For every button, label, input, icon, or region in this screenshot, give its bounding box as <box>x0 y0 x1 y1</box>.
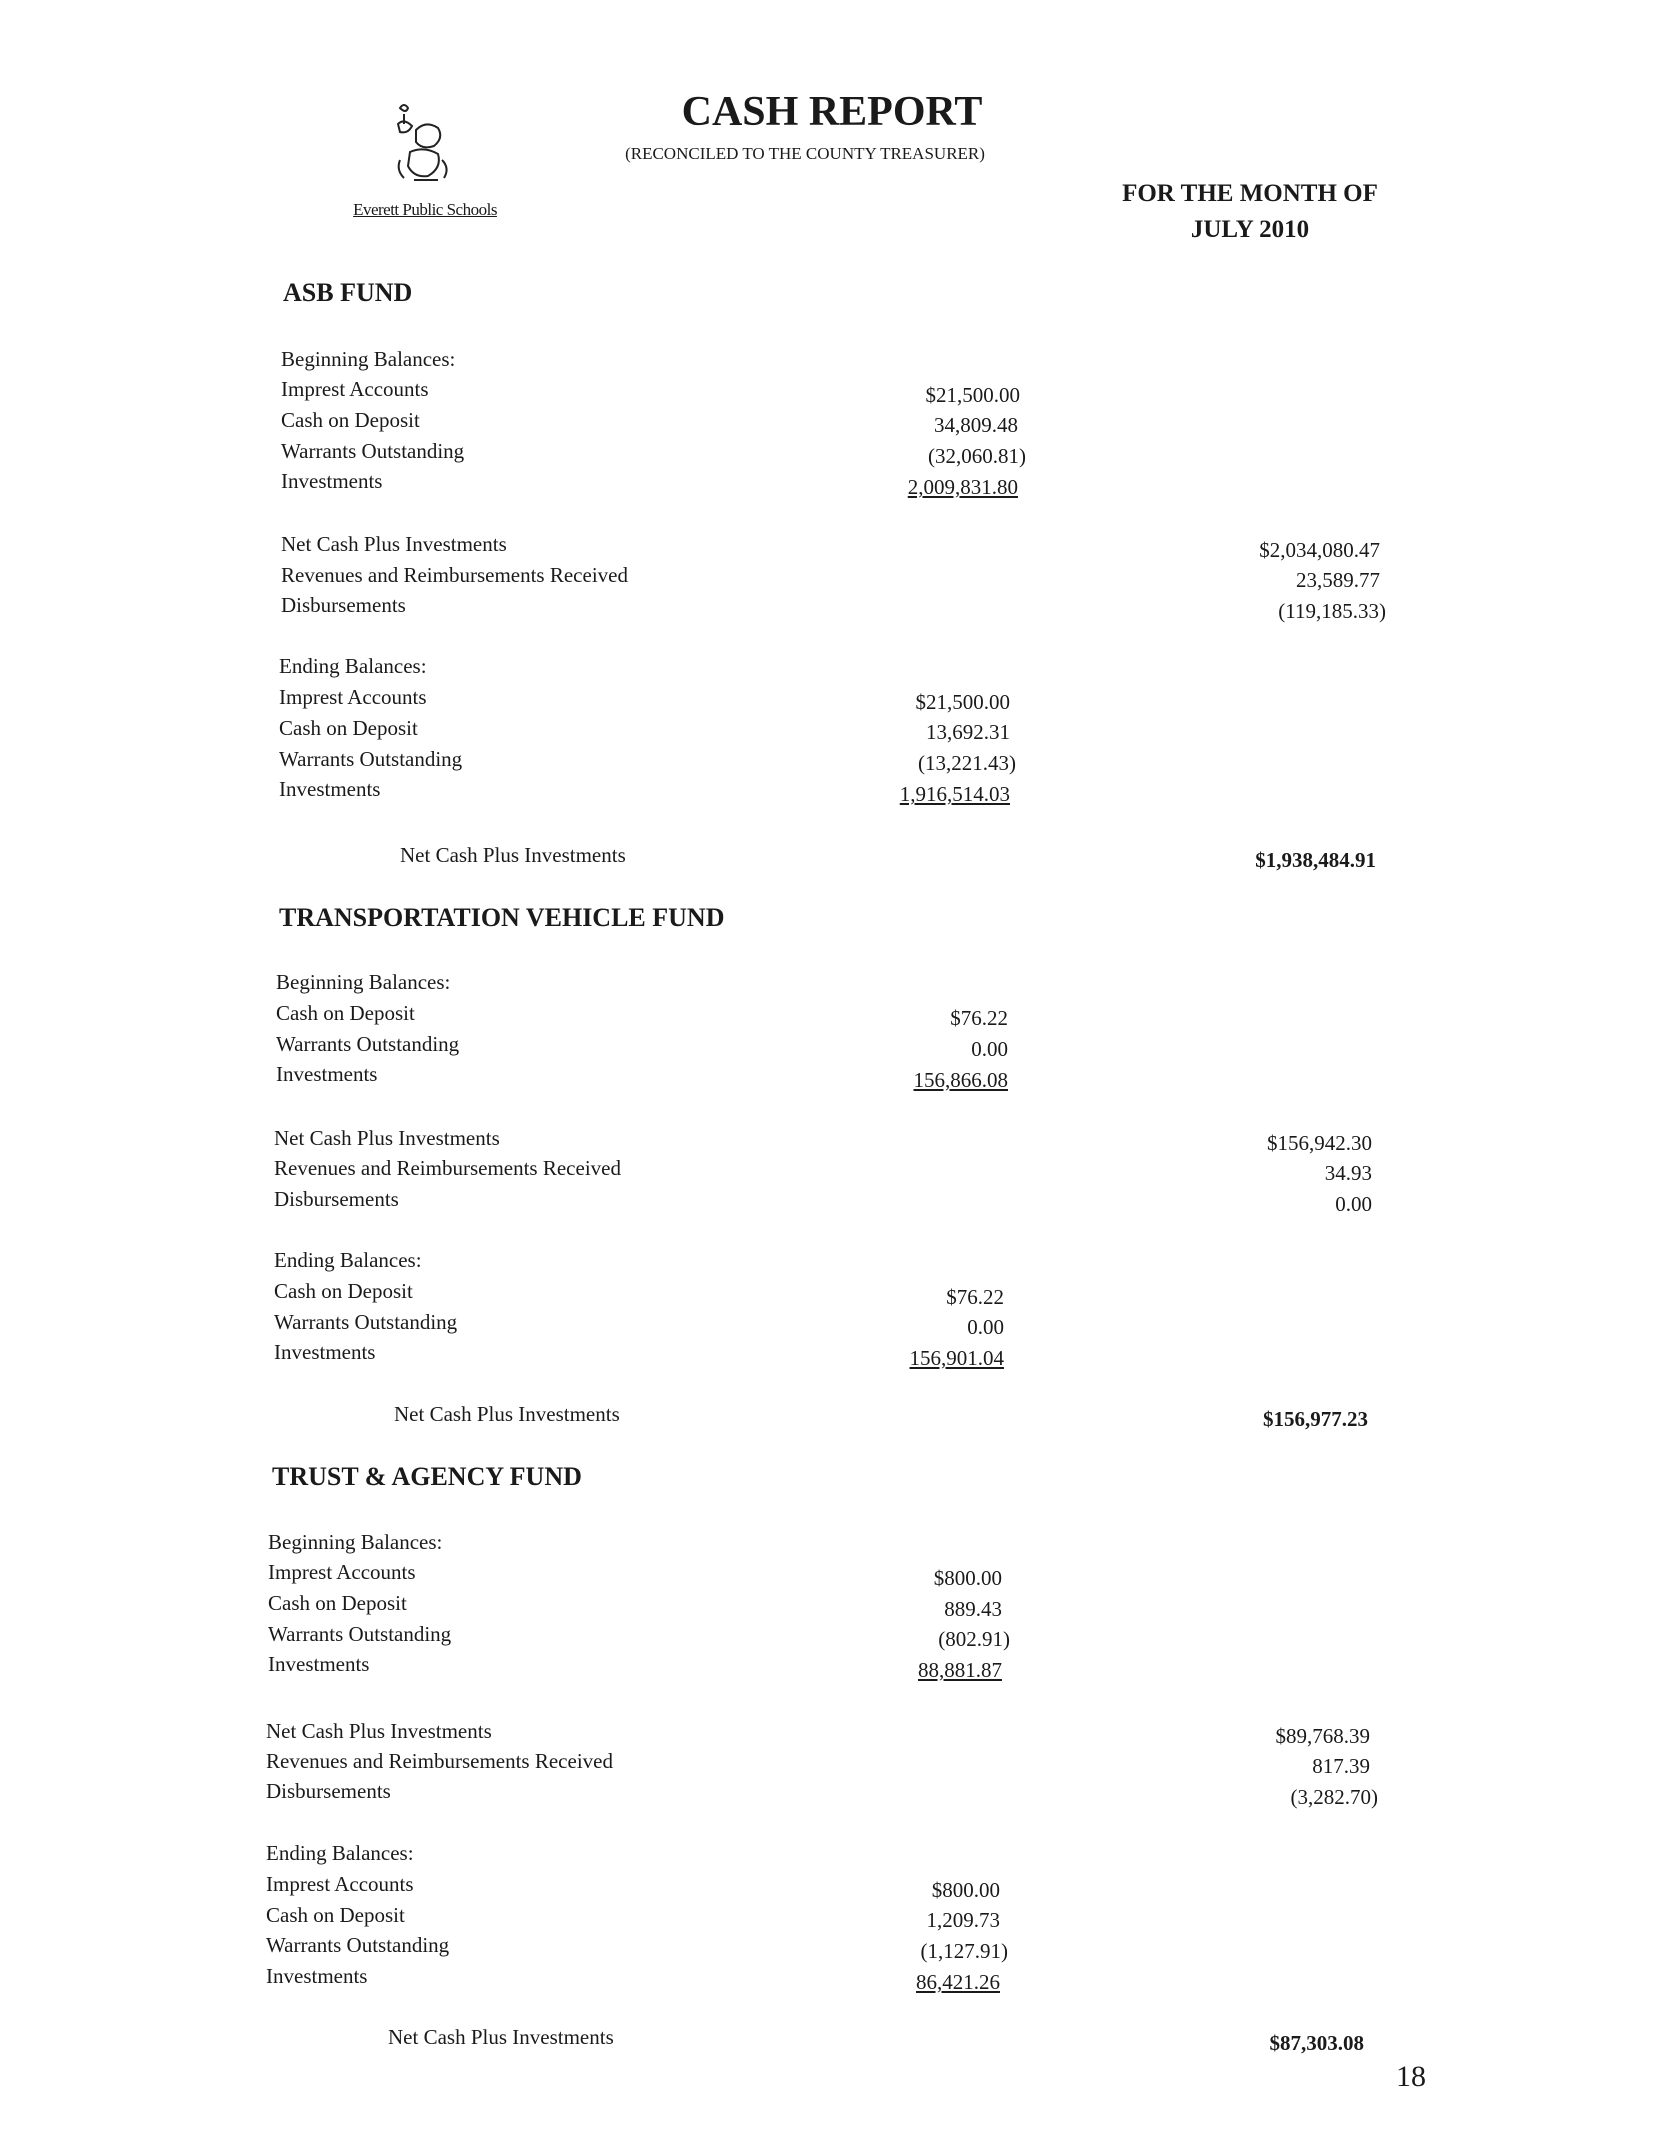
month-label: FOR THE MONTH OF <box>1122 180 1378 207</box>
summary-label: Disbursements <box>281 593 406 617</box>
row-label: Cash on Deposit <box>268 1591 407 1615</box>
row-value: 34,809.48 <box>934 413 1018 437</box>
row-value: 889.43 <box>944 1597 1002 1621</box>
row-value: 2,009,831.80 <box>907 475 1018 499</box>
row-value: $76.22 <box>950 1006 1008 1030</box>
row-value: 0.00 <box>967 1315 1004 1339</box>
summary-value: $89,768.39 <box>1275 1724 1370 1748</box>
beginning-balances-label: Beginning Balances: <box>276 970 451 994</box>
row-value: 0.00 <box>971 1037 1008 1061</box>
row-label: Cash on Deposit <box>266 1903 405 1927</box>
ending-balances-label: Ending Balances: <box>266 1841 414 1865</box>
row-value: 86,421.26 <box>916 1970 1000 1994</box>
summary-label: Disbursements <box>274 1187 399 1211</box>
row-value: 13,692.31 <box>926 720 1010 744</box>
month-value: JULY 2010 <box>1190 216 1310 243</box>
row-label: Investments <box>276 1062 378 1086</box>
summary-label: Revenues and Reimbursements Received <box>281 563 628 587</box>
row-value: (802.91) <box>938 1627 1010 1651</box>
row-label: Cash on Deposit <box>281 408 420 432</box>
row-label: Imprest Accounts <box>268 1560 416 1584</box>
beginning-balances-label: Beginning Balances: <box>281 347 456 371</box>
row-label: Cash on Deposit <box>274 1279 413 1303</box>
row-value: $21,500.00 <box>925 383 1020 407</box>
page-title: CASH REPORT <box>681 89 983 135</box>
row-value: 1,916,514.03 <box>899 782 1010 806</box>
summary-value: 817.39 <box>1312 1754 1370 1778</box>
row-value: (13,221.43) <box>918 751 1016 775</box>
row-label: Investments <box>268 1652 370 1676</box>
ending-balances-label: Ending Balances: <box>274 1248 422 1272</box>
row-label: Investments <box>266 1964 368 1988</box>
summary-label: Net Cash Plus Investments <box>274 1126 500 1150</box>
net-cash-value: $87,303.08 <box>1269 2031 1364 2055</box>
summary-value: 0.00 <box>1335 1192 1372 1216</box>
summary-value: 23,589.77 <box>1296 568 1380 592</box>
row-value: $21,500.00 <box>915 690 1010 714</box>
row-value: $76.22 <box>946 1285 1004 1309</box>
ending-balances-label: Ending Balances: <box>279 654 427 678</box>
summary-value: $156,942.30 <box>1267 1131 1372 1155</box>
net-cash-label: Net Cash Plus Investments <box>400 843 626 867</box>
row-value: 1,209.73 <box>926 1908 1000 1932</box>
row-value: (1,127.91) <box>920 1939 1008 1963</box>
summary-label: Revenues and Reimbursements Received <box>266 1749 613 1773</box>
row-label: Warrants Outstanding <box>281 439 465 463</box>
row-label: Cash on Deposit <box>279 716 418 740</box>
row-label: Investments <box>281 469 383 493</box>
row-value: 88,881.87 <box>918 1658 1002 1682</box>
row-label: Investments <box>279 777 381 801</box>
row-label: Imprest Accounts <box>266 1872 414 1896</box>
net-cash-value: $1,938,484.91 <box>1255 848 1376 872</box>
summary-value: 34.93 <box>1324 1161 1372 1185</box>
row-value: $800.00 <box>931 1878 1000 1902</box>
row-label: Imprest Accounts <box>279 685 427 709</box>
row-label: Warrants Outstanding <box>279 747 463 771</box>
page-subtitle: (RECONCILED TO THE COUNTY TREASURER) <box>625 144 985 163</box>
row-label: Warrants Outstanding <box>268 1622 452 1646</box>
net-cash-label: Net Cash Plus Investments <box>388 2025 614 2049</box>
row-label: Imprest Accounts <box>281 377 429 401</box>
summary-label: Revenues and Reimbursements Received <box>274 1156 621 1180</box>
row-value: (32,060.81) <box>928 444 1026 468</box>
summary-value: (3,282.70) <box>1290 1785 1378 1809</box>
fund-heading: TRANSPORTATION VEHICLE FUND <box>279 903 725 932</box>
row-value: $800.00 <box>933 1566 1002 1590</box>
beginning-balances-label: Beginning Balances: <box>268 1530 443 1554</box>
summary-label: Net Cash Plus Investments <box>281 532 507 556</box>
summary-label: Disbursements <box>266 1779 391 1803</box>
summary-label: Net Cash Plus Investments <box>266 1719 492 1743</box>
row-label: Warrants Outstanding <box>276 1032 460 1056</box>
row-value: 156,901.04 <box>909 1346 1004 1370</box>
page-number: 18 <box>1396 2060 1426 2093</box>
row-label: Warrants Outstanding <box>274 1310 458 1334</box>
fund-heading: ASB FUND <box>283 278 413 307</box>
summary-value: $2,034,080.47 <box>1259 538 1380 562</box>
logo-text: Everett Public Schools <box>353 200 497 219</box>
net-cash-value: $156,977.23 <box>1263 1407 1368 1431</box>
fund-heading: TRUST & AGENCY FUND <box>272 1462 582 1491</box>
row-value: 156,866.08 <box>913 1068 1008 1092</box>
row-label: Investments <box>274 1340 376 1364</box>
summary-value: (119,185.33) <box>1278 599 1386 623</box>
row-label: Cash on Deposit <box>276 1001 415 1025</box>
row-label: Warrants Outstanding <box>266 1933 450 1957</box>
net-cash-label: Net Cash Plus Investments <box>394 1402 620 1426</box>
